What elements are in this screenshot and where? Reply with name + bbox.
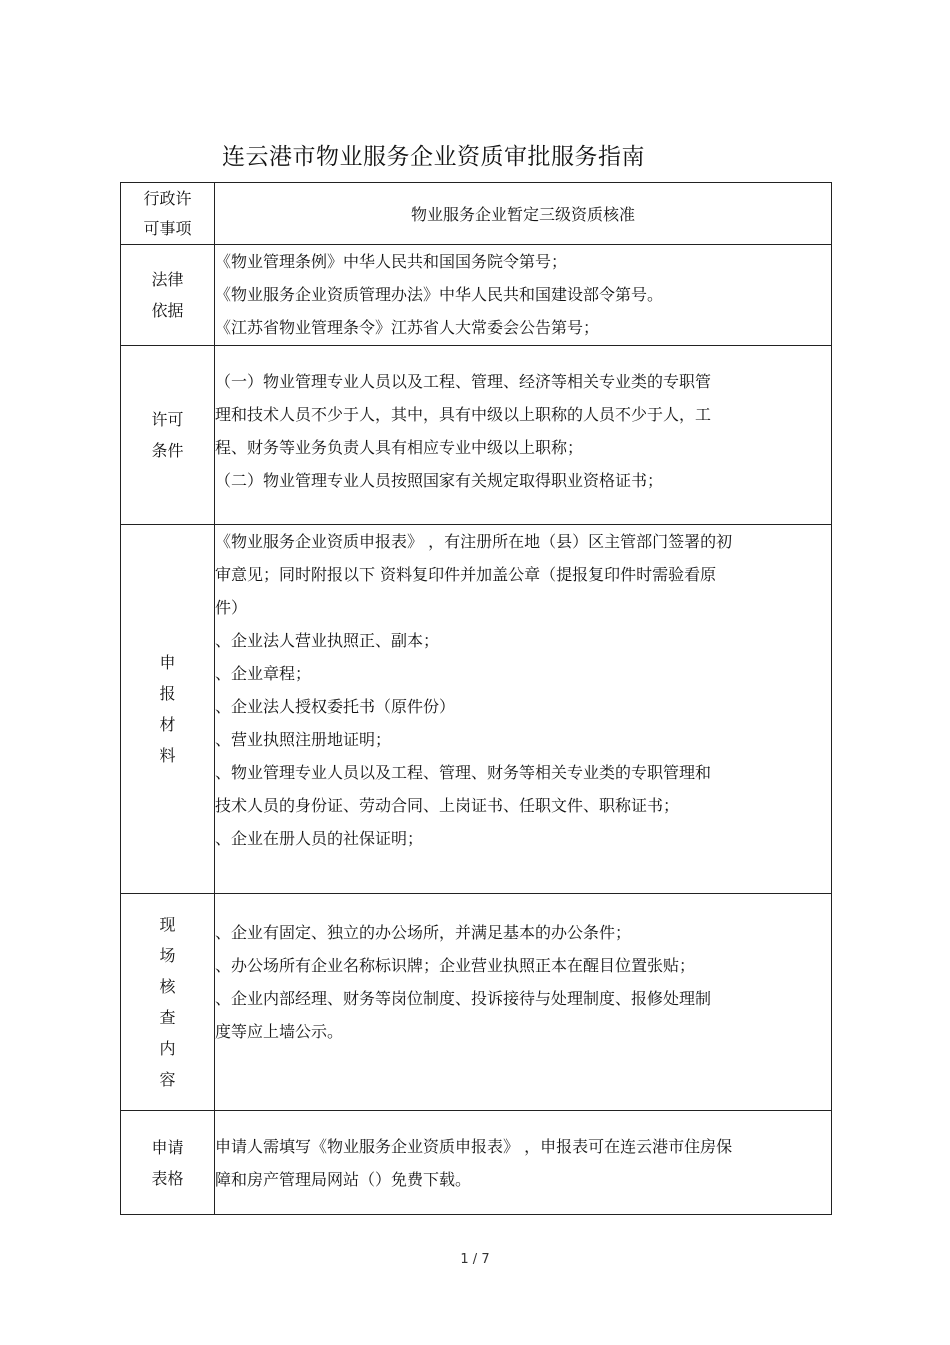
content-line: 、企业在册人员的社保证明；: [215, 829, 424, 848]
row-label-application-materials: [121, 525, 215, 894]
label-line: 表格: [151, 1168, 184, 1188]
label-line: 材: [159, 715, 176, 734]
label-line: 报: [159, 684, 176, 703]
content-line: 、企业法人营业执照正、副本；: [215, 631, 440, 650]
table-row: [121, 525, 832, 894]
row-content-application-form: [215, 1111, 832, 1215]
label-line: 料: [159, 746, 176, 765]
row-content-legal-basis: [215, 245, 832, 346]
row-content-permit-item: [215, 183, 832, 245]
content-line: 、办公场所有企业名称标识牌；企业营业执照正本在醒目位置张贴；: [215, 956, 696, 975]
row-content-onsite-inspection: [215, 894, 832, 1111]
label-line: 容: [159, 1070, 176, 1089]
content-line: （二）物业管理专业人员按照国家有关规定取得职业资格证书；: [215, 471, 664, 490]
content-line: 件）: [215, 598, 248, 617]
row-label-application-form: [121, 1111, 215, 1215]
table-row: [121, 1111, 832, 1215]
content-line: 《物业服务企业资质申报表》 ，有注册所在地（县）区主管部门签署的初: [215, 532, 733, 551]
label-line: 申: [159, 653, 176, 672]
content-line: （一）物业管理专业人员以及工程、管理、经济等相关专业类的专职管: [215, 372, 712, 391]
label-line: 依据: [151, 301, 184, 320]
label-line: 申请: [151, 1137, 184, 1157]
content-line: 、物业管理专业人员以及工程、管理、财务等相关专业类的专职管理和: [215, 763, 712, 782]
table-row: [121, 346, 832, 525]
row-label-onsite-inspection: [121, 894, 215, 1111]
content-line: 、企业章程；: [215, 664, 312, 683]
content-line: 、企业有固定、独立的办公场所，并满足基本的办公条件；: [215, 923, 632, 942]
label-line: 场: [159, 946, 176, 965]
label-line: 内: [159, 1039, 176, 1058]
table-row: [121, 894, 832, 1111]
service-guide-table: [120, 182, 832, 1215]
row-label-permit-conditions: [121, 346, 215, 525]
label-line: 行政许: [143, 188, 192, 208]
row-content-permit-conditions: [215, 346, 832, 525]
label-line: 现: [159, 915, 176, 934]
table-row: [121, 183, 832, 245]
label-line: 核: [159, 977, 176, 996]
content-line: 、营业执照注册地证明；: [215, 730, 392, 749]
content-line: 《江苏省物业管理条令》江苏省人大常委会公告第号；: [215, 318, 600, 337]
content-line: 《物业管理条例》中华人民共和国国务院令第号；: [215, 252, 568, 271]
content-line: 、企业内部经理、财务等岗位制度、投诉接待与处理制度、报修处理制: [215, 989, 712, 1008]
row-label-legal-basis: [121, 245, 215, 346]
label-line: 许可: [151, 410, 184, 429]
row-content-application-materials: [215, 525, 832, 894]
content-line: 障和房产管理局网站（）免费下载。: [215, 1170, 472, 1189]
permit-item-text: 物业服务企业暂定三级资质核准: [410, 205, 635, 224]
row-label-permit-item: [121, 183, 215, 245]
table-row: [121, 245, 832, 346]
page-number: 1 / 7: [460, 1252, 490, 1267]
label-line: 查: [159, 1008, 176, 1027]
label-line: 条件: [151, 441, 184, 460]
document-title: 连云港市物业服务企业资质审批服务指南: [222, 144, 645, 170]
content-line: 理和技术人员不少于人，其中，具有中级以上职称的人员不少于人，工: [215, 405, 712, 424]
content-line: 审意见；同时附报以下 资料复印件并加盖公章（提报复印件时需验看原: [215, 565, 717, 584]
content-line: 度等应上墙公示。: [215, 1022, 344, 1041]
content-line: 、企业法人授权委托书（原件份）: [215, 697, 456, 716]
content-line: 申请人需填写《物业服务企业资质申报表》 ，申报表可在连云港市住房保: [215, 1137, 733, 1156]
label-line: 法律: [151, 270, 184, 289]
label-line: 可事项: [143, 218, 192, 238]
content-line: 《物业服务企业资质管理办法》中华人民共和国建设部令第号。: [215, 285, 664, 304]
content-line: 技术人员的身份证、劳动合同、上岗证书、任职文件、职称证书；: [215, 796, 680, 815]
content-line: 程、财务等业务负责人具有相应专业中级以上职称；: [215, 438, 584, 457]
